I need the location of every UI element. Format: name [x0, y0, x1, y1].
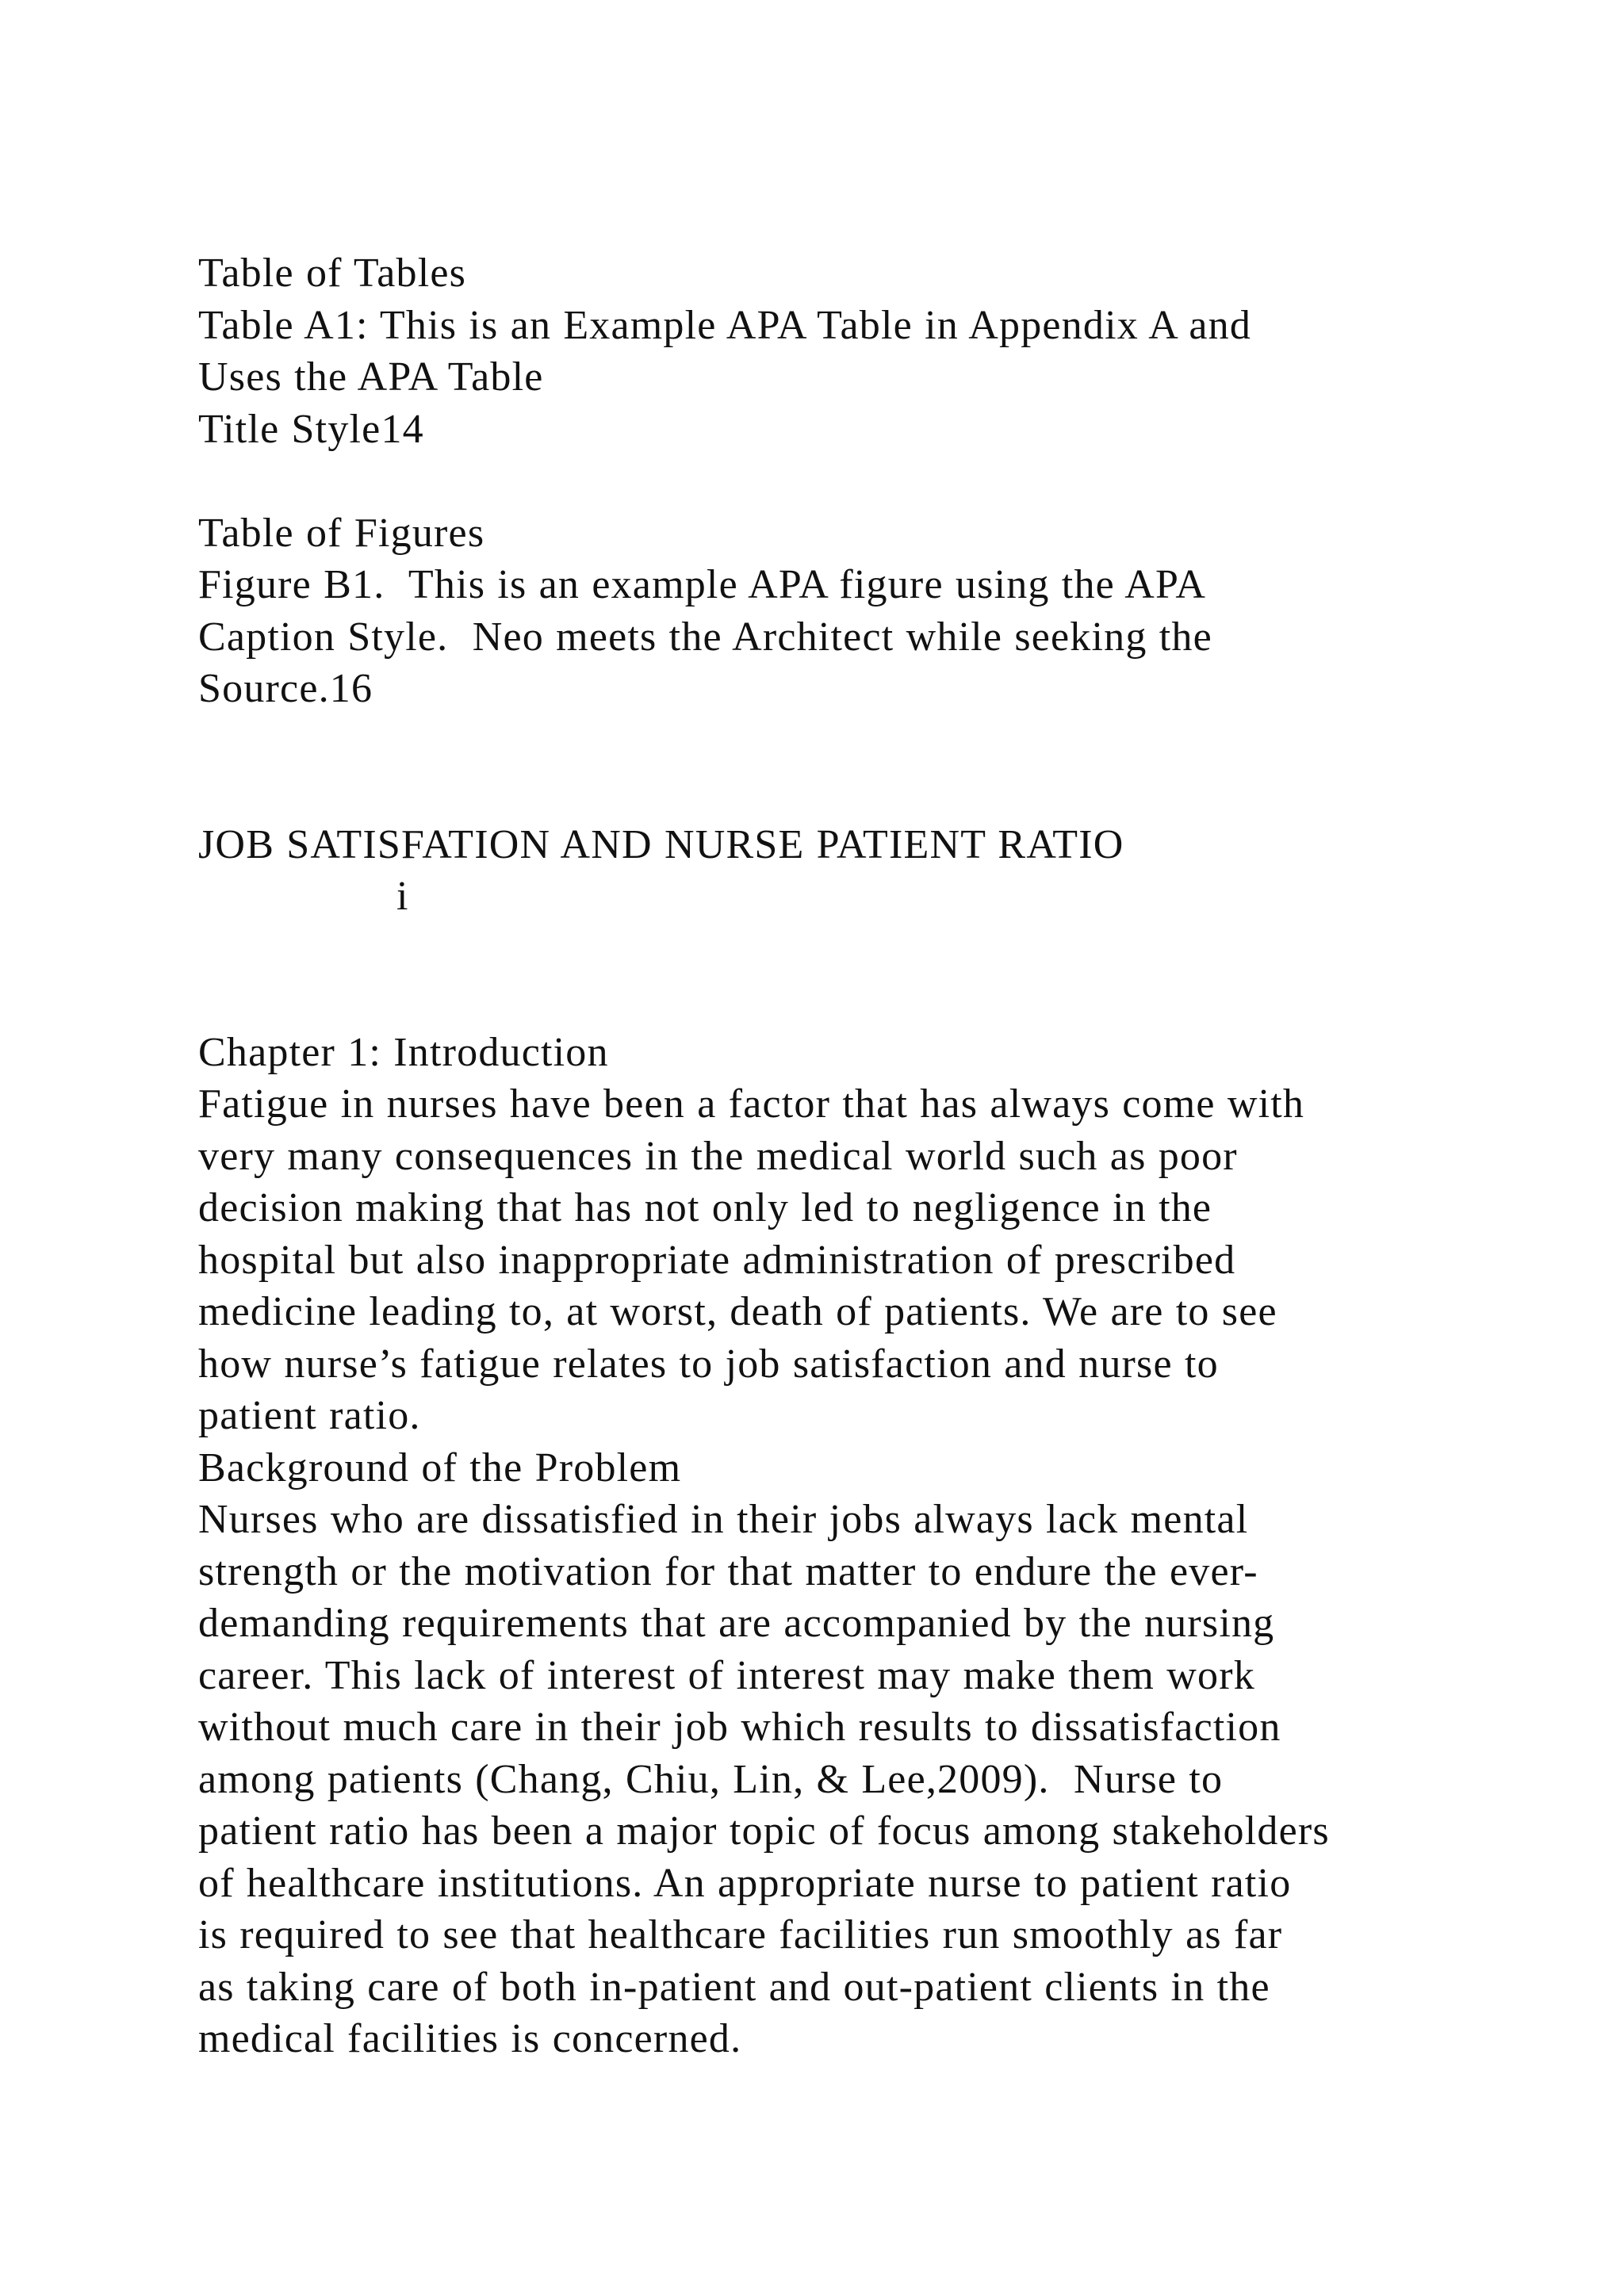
- toc-tables-entry-line: Uses the APA Table: [198, 354, 544, 400]
- table-of-figures: [198, 507, 1507, 715]
- toc-tables-entry-line: Title Style14: [198, 406, 424, 452]
- spacer: [198, 455, 1507, 507]
- paragraph-line: hospital but also inappropriate administration of prescribed: [198, 1237, 1236, 1283]
- toc-tables-entry-line: Table A1: This is an Example APA Table in Appendix A and: [198, 302, 1252, 348]
- paragraph-line: as taking care of both in-patient and out-patient clients in the: [198, 1964, 1270, 2010]
- paragraph-line: medicine leading to, at worst, death of patients. We are to see: [198, 1289, 1277, 1334]
- toc-figures-entry-line: Figure B1. This is an example APA figure using the APA: [198, 562, 1207, 607]
- spacer: [198, 923, 1507, 1027]
- paragraph-line: career. This lack of interest of interest may make them work: [198, 1652, 1255, 1698]
- paragraph-line: Fatigue in nurses have been a factor that has always come with: [198, 1081, 1305, 1127]
- paragraph-line: patient ratio has been a major topic of focus among stakeholders: [198, 1808, 1330, 1854]
- paragraph-line: among patients (Chang, Chiu, Lin, & Lee,2009). Nurse to: [198, 1756, 1224, 1802]
- toc-tables-heading: Table of Tables: [198, 251, 467, 296]
- spacer: [198, 715, 1507, 819]
- toc-figures-entry-line: Source.16: [198, 666, 373, 711]
- paragraph-line: is required to see that healthcare facilities run smoothly as far: [198, 1912, 1283, 1957]
- paragraph-line: decision making that has not only led to negligence in the: [198, 1185, 1212, 1230]
- page-number: i: [396, 874, 409, 919]
- paragraph-line: strength or the motivation for that matter to endure the ever-: [198, 1548, 1258, 1594]
- running-head-title: JOB SATISFATION AND NURSE PATIENT RATIO: [198, 821, 1124, 867]
- paragraph-line: medical facilities is concerned.: [198, 2016, 742, 2061]
- paragraph-line: without much care in their job which results to dissatisfaction: [198, 1705, 1281, 1750]
- document-body: [198, 247, 1507, 2065]
- chapter-heading: Chapter 1: Introduction: [198, 1029, 609, 1075]
- paragraph-line: very many consequences in the medical world such as poor: [198, 1133, 1238, 1179]
- paragraph-line: of healthcare institutions. An appropriate nurse to patient ratio: [198, 1860, 1292, 1906]
- paragraph-line: Nurses who are dissatisfied in their jobs always lack mental: [198, 1497, 1249, 1542]
- table-of-tables: [198, 247, 1507, 455]
- paragraph-line: how nurse’s fatigue relates to job satisfaction and nurse to: [198, 1341, 1219, 1387]
- paragraph-line: patient ratio.: [198, 1393, 421, 1438]
- running-head: [198, 819, 1507, 923]
- paragraph-line: demanding requirements that are accompanied by the nursing: [198, 1601, 1275, 1646]
- section-heading: Background of the Problem: [198, 1445, 682, 1490]
- toc-figures-heading: Table of Figures: [198, 510, 485, 556]
- toc-figures-entry-line: Caption Style. Neo meets the Architect while seeking the: [198, 614, 1212, 660]
- chapter-introduction: [198, 1027, 1507, 2065]
